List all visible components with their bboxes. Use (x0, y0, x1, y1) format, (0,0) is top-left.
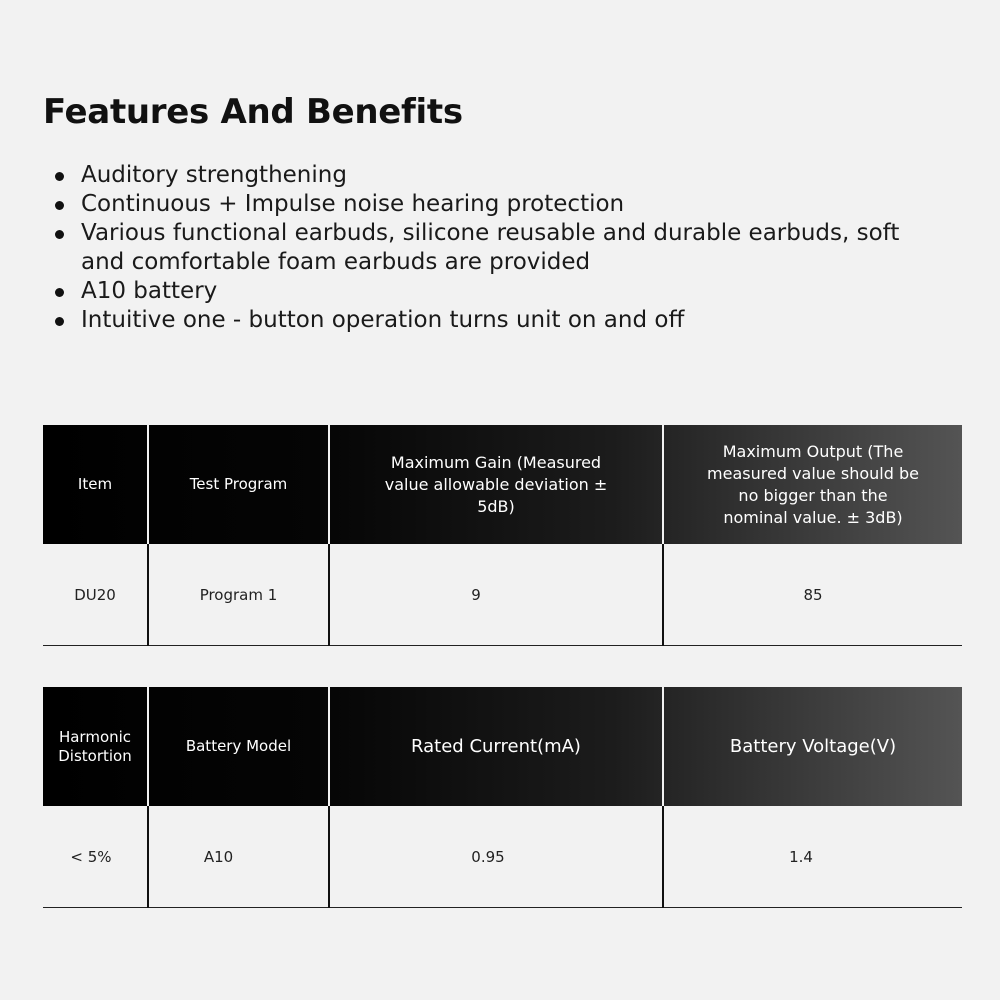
cell-test-program: Program 1 (148, 544, 329, 646)
bullet-icon (55, 288, 64, 297)
spec-table-battery (43, 687, 962, 908)
cell-item: DU20 (43, 544, 148, 646)
table-header-row (43, 687, 962, 806)
header-test-program: Test Program (148, 425, 329, 544)
header-maximum-gain: Maximum Gain (Measured value allowable deviation ± 5dB) (329, 425, 663, 544)
list-item (43, 277, 943, 306)
header-battery-voltage: Battery Voltage(V) (663, 687, 962, 806)
cell-maximum-gain: 9 (329, 544, 663, 646)
features-list (43, 161, 943, 335)
feature-text: Various functional earbuds, silicone reusable and durable earbuds, soft and comfortable foam earbuds are provided (81, 220, 900, 275)
feature-text: A10 battery (81, 278, 218, 304)
feature-text: Auditory strengthening (81, 162, 347, 188)
cell-battery-voltage: 1.4 (663, 806, 962, 908)
list-item (43, 161, 943, 190)
list-item (43, 306, 943, 335)
header-item: Item (77, 475, 113, 493)
bullet-icon (55, 317, 64, 326)
cell-rated-current: 0.95 (329, 806, 663, 908)
feature-text: Intuitive one - button operation turns unit on and off (81, 307, 685, 333)
feature-text: Continuous + Impulse noise hearing protection (81, 191, 625, 217)
cell-maximum-output: 85 (663, 544, 962, 646)
bullet-icon (55, 230, 64, 239)
cell-battery-model: A10 (148, 806, 329, 908)
header-maximum-output: Maximum Output (The measured value should be no bigger than the nominal value. ± 3dB) (663, 425, 962, 544)
header-battery-model: Battery Model (148, 687, 329, 806)
cell-harmonic-distortion: < 5% (43, 806, 148, 908)
table-header-row (43, 425, 962, 544)
bullet-icon (55, 201, 64, 210)
bullet-icon (55, 172, 64, 181)
header-harmonic-distortion: Harmonic Distortion (58, 727, 132, 765)
list-item (43, 190, 943, 219)
table-row (43, 806, 962, 908)
table-row (43, 544, 962, 646)
list-item (43, 219, 943, 277)
spec-table-gain-output (43, 425, 962, 646)
header-rated-current: Rated Current(mA) (329, 687, 663, 806)
page-title: Features And Benefits (43, 92, 463, 132)
